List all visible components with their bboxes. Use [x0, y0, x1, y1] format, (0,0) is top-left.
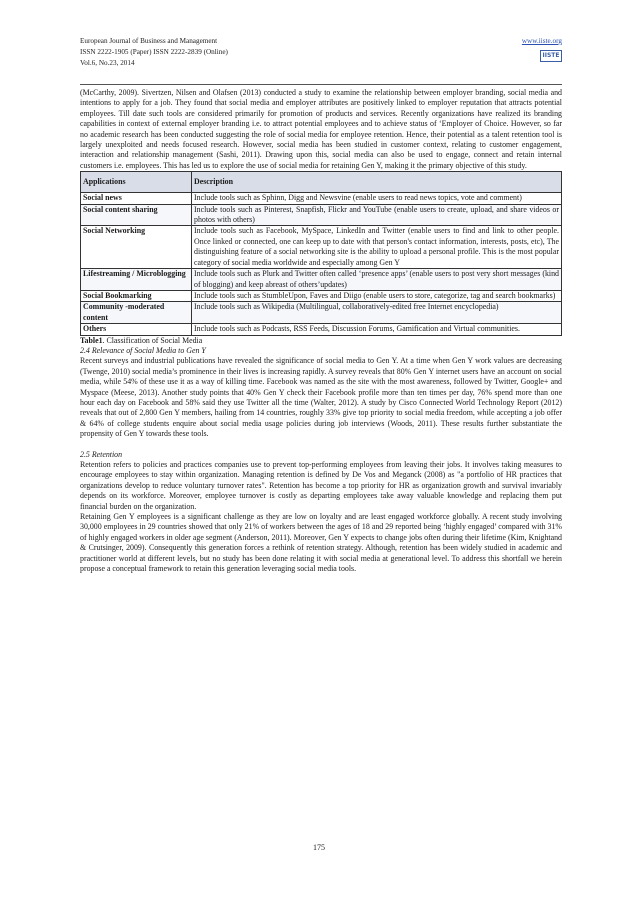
- table-cell-application: Others: [81, 324, 192, 335]
- table-cell-application: Social news: [81, 193, 192, 204]
- section-2-5-paragraph-1: Retention refers to policies and practices companies use to prevent top-performing employees from leaving their jobs. It involves taking measures to encourage employees to stay within organization. Managing retention is defined by De Vos and Meganck (2008) as "a portfolio of HR practices that organizations develop to reduce voluntary turnover rates". Retention has become a top priority for HR as organization growth and survival invariably depends on its workforce. Moreover, employee turnover is costly as departing employees take away valuable knowledge and replacing them put financial burden on the organization.: [80, 460, 562, 511]
- table-cell-application: Social Networking: [81, 226, 192, 269]
- intro-paragraph: (McCarthy, 2009). Sivertzen, Nilsen and Olafsen (2013) conducted a study to examine the relationship between employer branding, social media and intentions to apply for a job. They found that social media and employer attributes are positively linked to employer reputation that attracts potential employees. Till date such tools are considered primarily for promotion of products and services. Recently organizations have realized its branding capabilities in context of external employer branding i.e. to attract potential employees and to achieve status of ‘Employer of Choice. However, so far no academic research has been conducted suggesting the role of social media for employee retention. Hence, their potential as a talent retention tool is largely unexploited and needs focused research. However, social media has been studied in customer context, relating to customer engagement, interaction and relationship management (Sashi, 2011). Drawing upon this, social media can also be used to engage, connect and retain internal customers i.e. employees. This has led us to explore the use of social media for retaining Gen Y, making it the primary objective of this study.: [80, 88, 562, 170]
- volume-line: Vol.6, No.23, 2014: [80, 59, 135, 67]
- table-cell-description: Include tools such as Pinterest, Snapfish, Flickr and YouTube (enable users to create, upload, and share videos or photos with others): [192, 204, 562, 226]
- table-cell-description: Include tools such as Wikipedia (Multilingual, collaboratively-edited free Internet encyclopedia): [192, 302, 562, 324]
- header-rule: [80, 84, 562, 85]
- table-cell-description: Include tools such as StumbleUpon, Faves and Diigo (enable users to store, categorize, tag and search bookmarks): [192, 290, 562, 301]
- section-heading-2-5: 2.5 Retention: [80, 449, 123, 459]
- table-row: [81, 269, 562, 291]
- table-caption: [80, 336, 562, 346]
- iiste-logo: IISTE: [540, 50, 562, 62]
- table-cell-application: Social content sharing: [81, 204, 192, 226]
- table-row: [81, 324, 562, 335]
- table-cell-application: Social Bookmarking: [81, 290, 192, 301]
- classification-table: [80, 171, 562, 335]
- section-spacer: [80, 440, 562, 450]
- section-2-5-paragraph-2: Retaining Gen Y employees is a significant challenge as they are low on loyalty and are least engaged workforce globally. A recent study involving 30,000 employees in 29 countries showed that only 21% of workers between the ages of 18 and 29 reported being ‘highly engaged’ compared with 31% of highly engaged workers in older age segment (Anderson, 2011). Moreover, Gen Y expects to change jobs often during their lifetime (Kim, Knightand & Crutsinger, 2009). Consequently this generation forces a rethink of retention strategy. Although, retention has been widely studied in academic and practitioner world at different levels, but no study has been done relating it with social media at generational level. To address this shortfall we herein propose a conceptual framework to retain this generation leveraging social media tools.: [80, 512, 562, 574]
- page-number: 175: [313, 843, 325, 852]
- table-cell-description: Include tools such as Facebook, MySpace, LinkedIn and Twitter (enable users to find and link to other people. Once linked or connected, one can keep up to date with that person's contact information, interests, posts, etc), The distinguishing feature of a social networking site is the ability to upload a personal profile. This is the most popular category of social media worldwide and especially among Gen Y: [192, 226, 562, 269]
- table-caption-label: Table1: [80, 335, 103, 345]
- section-2-4-paragraph: Recent surveys and industrial publications have revealed the significance of social media to Gen Y. At a time when Gen Y work values are decreasing (Twenge, 2010) social media’s prominence in their lives is increasing rapidly. A survey reveals that 80% Gen Y internet users have an account on social media, while 54% of these use it as a way of killing time. Facebook was named as the site with the most awareness, followed by Twitter, Google+ and Myspace (Meese, 2013). Another study points that 40% Gen Y check their Facebook profile more than ten times per day, 76% spend more than one hour each day on Facebook and 58% said they use Twitter all the time (Walter, 2012). A study by Cisco Connected World Technology Report (2012) reveals that out of 2,800 Gen Y members, hailing from 14 countries, roughly 33% give top priority to social media freedom, while accepting a job offer & 64% of college students enquire about social media usage policies during job interviews (Woods, 2011). These results further substantiate the propensity of Gen Y towards these tools.: [80, 356, 562, 439]
- table-row: [81, 290, 562, 301]
- table-cell-description: Include tools such as Podcasts, RSS Feeds, Discussion Forums, Gamification and Virtual communities.: [192, 324, 562, 335]
- table-header-applications: Applications: [81, 172, 192, 193]
- table-cell-application: Lifestreaming / Microblogging: [81, 269, 192, 291]
- table-caption-text: . Classification of Social Media: [102, 335, 203, 345]
- page-header: [80, 0, 562, 67]
- issn-line: ISSN 2222-1905 (Paper) ISSN 2222-2839 (Online): [80, 48, 228, 56]
- journal-url-link[interactable]: www.iiste.org: [521, 37, 562, 45]
- table-row: [81, 302, 562, 324]
- journal-title: European Journal of Business and Management: [80, 37, 218, 45]
- table-cell-description: Include tools such as Plurk and Twitter often called ‘presence apps’ (enable users to post very short messages (kind of blogging) and keep abreast of others’updates): [192, 269, 562, 291]
- table-header-row: [81, 172, 562, 193]
- table-row: [81, 193, 562, 204]
- article-body: [80, 88, 562, 574]
- table-cell-description: Include tools such as Sphinn, Digg and Newsvine (enable users to read news topics, vote and comment): [192, 193, 562, 204]
- table-row: [81, 204, 562, 226]
- table-row: [81, 226, 562, 269]
- section-heading-2-4: 2.4 Relevance of Social Media to Gen Y: [80, 345, 206, 355]
- table-cell-application: Community -moderated content: [81, 302, 192, 324]
- journal-page: [80, 0, 562, 574]
- table-header-description: Description: [192, 172, 562, 193]
